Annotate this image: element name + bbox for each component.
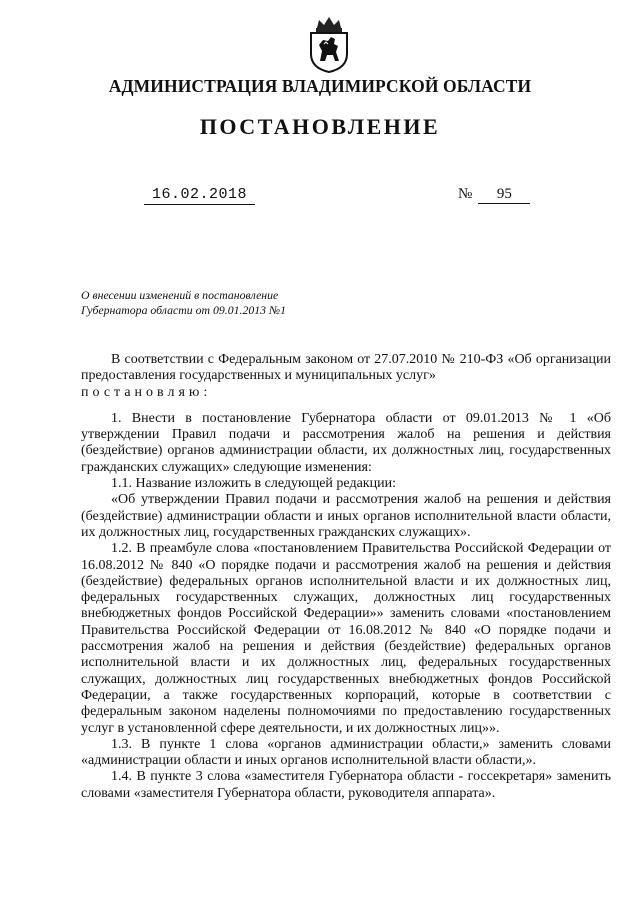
paragraph-1-2: 1.2. В преамбуле слова «постановлением Правительства Российской Федерации от 16.08.2012 № 840 «О порядке подачи и рассмотрения жалоб на решения и действия (бездействие) федеральных органов исполнительной власти и их должностных лиц, федеральных государственных служащих, должностных лиц государственных внебюджетных фондов Российской Федерации»» заменить словами «постановлением Правительства Российской Федерации от 16.08.2012 № 840 «О порядке подачи и рассмотрения жалоб на решения и действия (бездействие) федеральных органов исполнительной власти и их должностных лиц, федеральных государственных служащих, должностных лиц государственных внебюджетных фондов Российской Федерации, а также государственных корпораций, которые в соответствии с федеральным законом наделены полномочиями по предоставлению государственных услуг в установленной сфере деятельности, и их должностных лиц»». <box>81 541 611 736</box>
document-date: 16.02.2018 <box>144 186 255 205</box>
document-body <box>81 352 611 802</box>
paragraph-1-1: 1.1. Название изложить в следующей редакции: <box>111 476 396 492</box>
paragraph-title-quote: «Об утверждении Правил подачи и рассмотрения жалоб на решения и действия (бездействие) администрации области и иных органов исполнительной власти области, их должностных лиц, государственных гражданских служащих». <box>81 492 611 540</box>
subject-line: Губернатора области от 09.01.2013 №1 <box>81 303 287 317</box>
organization-name: АДМИНИСТРАЦИЯ ВЛАДИМИРСКОЙ ОБЛАСТИ <box>108 76 532 96</box>
document-type: ПОСТАНОВЛЕНИЕ <box>199 114 441 139</box>
paragraph-1: 1. Внести в постановление Губернатора области от 09.01.2013 № 1 «Об утверждении Правил подачи и рассмотрения жалоб на решения и действия (бездействие) органов администрации области, их должностных лиц, государственных гражданских служащих» следующие изменения: <box>81 410 611 475</box>
decree-word: постановляю: <box>81 384 212 400</box>
coat-of-arms-icon <box>305 14 353 74</box>
paragraph-1-4: 1.4. В пункте 3 слова «заместителя Губернатора области - госсекретаря» заменить словами «заместителя Губернатора области, руководителя аппарата». <box>81 769 611 801</box>
intro-paragraph: В соответствии с Федеральным законом от 27.07.2010 № 210-ФЗ «Об организации предоставления государственных и муниципальных услуг» <box>81 352 611 384</box>
document-number: 95 <box>478 186 530 204</box>
paragraph-1-3: 1.3. В пункте 1 слова «органов администрации области,» заменить словами «администрации области и иных органов исполнительной власти области,». <box>81 736 611 769</box>
subject-line: О внесении изменений в постановление <box>81 288 279 302</box>
number-label: № <box>458 186 473 202</box>
document-subject <box>81 288 286 318</box>
document-number-block <box>458 186 530 204</box>
